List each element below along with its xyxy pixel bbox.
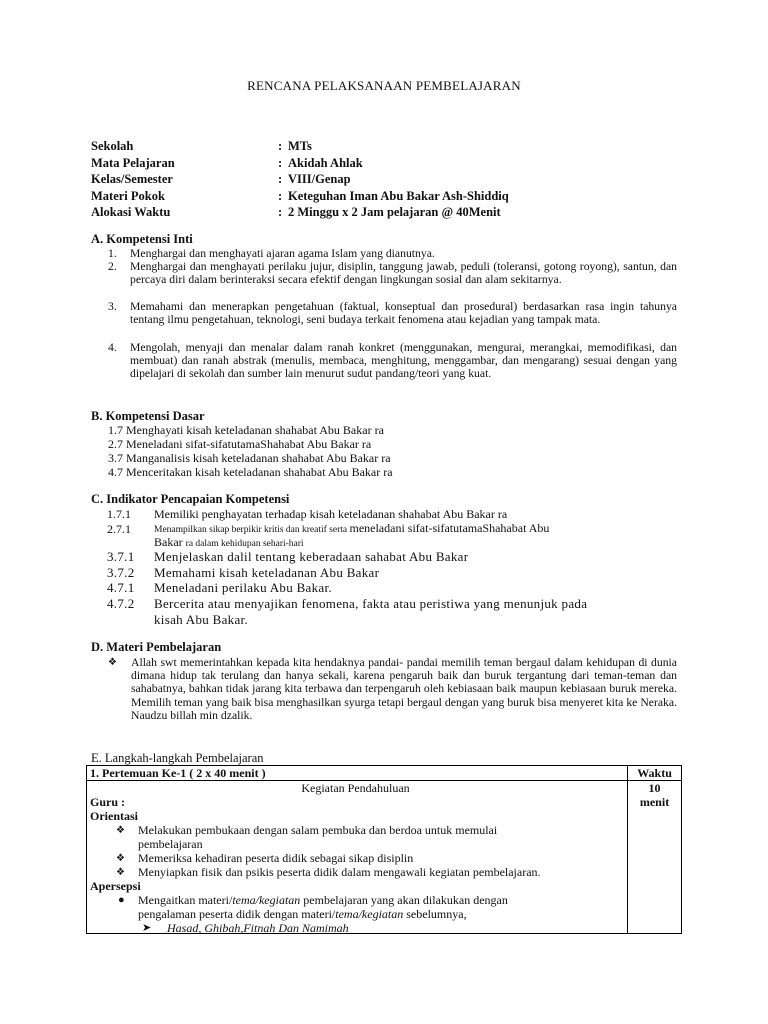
round-bullet-icon: ● xyxy=(118,894,125,906)
list-number: 3. xyxy=(108,300,117,313)
ki-item-4: Mengolah, menyaji dan menalar dalam ranah konkret (menggunakan, mengurai, merangkai, memodifikasi, dan membuat) dan ranah abstrak (menulis, membaca, menghitung, menggambar, dan mengarang) sesuai dengan yang dipelajari di sekolah dan sumber lain menurut sudut pandang/teori yang kuat. xyxy=(130,341,677,381)
indicator-text: Bercerita atau menyajikan fenomena, fakta atau peristiwa yang menunjuk pada xyxy=(154,596,588,611)
info-value: VIII/Genap xyxy=(288,172,351,186)
apersepsi-text: sebelumnya, xyxy=(403,907,467,921)
apersepsi-label: Apersepsi xyxy=(90,879,141,893)
sub-topic-item: Hasad, Ghibah,Fitnah Dan Namimah xyxy=(167,921,349,935)
info-key: Alokasi Waktu xyxy=(91,205,171,219)
info-separator: : xyxy=(278,139,283,153)
info-key: Kelas/Semester xyxy=(91,172,173,186)
apersepsi-text: Mengaitkan materi/ xyxy=(138,893,233,907)
activities-cell xyxy=(87,781,628,934)
waktu-header-cell: Waktu xyxy=(628,766,682,781)
ki-item-3: Memahami dan menerapkan pengetahuan (faktual, konseptual dan prosedural) berdasarkan rasa ingin tahunya tentang ilmu pengetahuan, teknologi, seni budaya terkait fenomena atau kejadian yang tampak mata. xyxy=(130,300,677,327)
info-value: Akidah Ahlak xyxy=(288,155,363,170)
info-key: Sekolah xyxy=(91,139,134,153)
diamond-bullet-icon: ❖ xyxy=(116,853,125,864)
meeting-header-cell: 1. Pertemuan Ke-1 ( 2 x 40 menit ) xyxy=(87,766,628,781)
section-c-heading: C. Indikator Pencapaian Kompetensi xyxy=(91,492,290,506)
section-b-heading: B. Kompetensi Dasar xyxy=(91,409,205,423)
indicator-number: 4.7.2 xyxy=(107,596,135,611)
orientasi-item: Menyiapkan fisik dan psikis peserta didik dalam mengawali kegiatan pembelajaran. xyxy=(138,865,541,879)
info-row-kelas xyxy=(91,171,509,188)
identity-table xyxy=(91,138,509,221)
document-title: RENCANA PELAKSANAAN PEMBELAJARAN xyxy=(247,78,521,93)
indicator-text: Memahami kisah keteladanan Abu Bakar xyxy=(154,565,380,580)
indicator-number: 3.7.1 xyxy=(107,549,135,564)
indicator-number: 4.7.1 xyxy=(107,580,135,595)
ki-item-1: Menghargai dan menghayati ajaran agama Islam yang dianutnya. xyxy=(130,247,435,260)
indicator-number: 3.7.2 xyxy=(107,565,135,580)
info-value: MTs xyxy=(288,139,312,153)
kd-item-4: 4.7 Menceritakan kisah keteladanan shahabat Abu Bakar ra xyxy=(108,465,393,479)
section-e-heading: E. Langkah-langkah Pembelajaran xyxy=(91,751,264,765)
info-key: Mata Pelajaran xyxy=(91,155,175,170)
indicator-number: 1.7.1 xyxy=(107,507,131,521)
arrow-bullet-icon: ➤ xyxy=(142,922,152,934)
info-key: Materi Pokok xyxy=(91,188,165,203)
diamond-bullet-icon: ❖ xyxy=(116,867,125,878)
waktu-value: 10 xyxy=(648,781,661,795)
section-a-heading: A. Kompetensi Inti xyxy=(91,232,193,246)
table-header-row xyxy=(87,766,682,781)
kegiatan-title: Kegiatan Pendahuluan xyxy=(301,781,410,795)
info-row-alokasi xyxy=(91,204,509,221)
list-number: 2. xyxy=(108,260,117,273)
indicator-text xyxy=(154,521,549,536)
indicator-text-part: meneladani sifat-sifatutamaShahabat Abu xyxy=(349,521,550,535)
guru-label: Guru : xyxy=(90,795,126,809)
learning-steps-table xyxy=(86,765,682,934)
indicator-text-continued: kisah Abu Bakar. xyxy=(154,612,248,627)
info-separator: : xyxy=(278,188,283,203)
info-separator: : xyxy=(278,172,283,186)
apersepsi-item-continued xyxy=(138,907,467,921)
orientasi-item-continued: pembelajaran xyxy=(138,837,203,851)
waktu-unit: menit xyxy=(639,795,670,809)
indicator-text xyxy=(154,535,304,550)
waktu-cell xyxy=(628,781,682,934)
kd-item-2: 2.7 Meneladani sifat-sifatutamaShahabat Abu Bakar ra xyxy=(108,437,372,451)
info-value: 2 Minggu x 2 Jam pelajaran @ 40Menit xyxy=(288,205,501,219)
diamond-bullet-icon: ❖ xyxy=(116,825,125,836)
indicator-text: Meneladani perilaku Abu Bakar. xyxy=(154,580,332,595)
diamond-bullet-icon: ❖ xyxy=(108,657,117,668)
indicator-text-part: Bakar xyxy=(154,535,186,549)
indicator-number: 2.7.1 xyxy=(107,522,131,536)
indicator-text: Menjelaskan dalil tentang keberadaan sahabat Abu Bakar xyxy=(154,549,469,564)
info-value: Keteguhan Iman Abu Bakar Ash-Shiddiq xyxy=(288,188,509,203)
indicator-text-part: Menampilkan sikap berpikir kritis dan kreatif serta xyxy=(154,525,350,535)
indicator-text-part: ra dalam kehidupan sehari-hari xyxy=(185,539,304,549)
kd-item-1: 1.7 Menghayati kisah keteladanan shahabat Abu Bakar ra xyxy=(108,423,384,437)
orientasi-item: Melakukan pembukaan dengan salam pembuka dan berdoa untuk memulai xyxy=(138,823,498,837)
list-number: 1. xyxy=(108,247,117,260)
section-d-heading: D. Materi Pembelajaran xyxy=(91,640,222,654)
info-separator: : xyxy=(278,205,283,219)
table-body-row xyxy=(87,781,682,934)
apersepsi-item xyxy=(138,893,508,907)
info-separator: : xyxy=(278,155,283,170)
apersepsi-text: pembelajaran yang akan dilakukan dengan xyxy=(300,893,508,907)
apersepsi-text: pengalaman peserta didik dengan materi/ xyxy=(138,907,336,921)
orientasi-item: Memeriksa kehadiran peserta didik sebagai sikap disiplin xyxy=(138,851,414,865)
info-row-mapel xyxy=(91,155,509,172)
info-row-materi xyxy=(91,188,509,205)
materi-paragraph: Allah swt memerintahkan kepada kita hendaknya pandai- pandai memilih teman bergaul dalam kehidupan di dunia dimana hidup tak terulang dan hanya sekali, karena pengaruh baik dan buruk tergantung dari teman-teman dan sahabatnya, bahkan tidak jarang kita terbawa dan terpengaruh oleh kebiasaan baik maupun kebiasaan buruk mereka. Memilih teman yang baik bisa menghasilkan syurga tetapi bergaul dengan yang buruk bisa menyeret kita ke Neraka. Naudzu billah min dzalik. xyxy=(131,656,677,722)
list-number: 4. xyxy=(108,341,117,354)
info-row-sekolah xyxy=(91,138,509,155)
kd-item-3: 3.7 Manganalisis kisah keteladanan shahabat Abu Bakar ra xyxy=(108,451,391,465)
apersepsi-text-italic: tema/kegiatan xyxy=(232,893,301,907)
ki-item-2: Menghargai dan menghayati perilaku jujur, disiplin, tanggung jawab, peduli (toleransi, gotong royong), santun, dan percaya diri dalam berinteraksi secara efektif dengan lingkungan sosial dan alam sekitarnya. xyxy=(130,260,677,287)
apersepsi-text-italic: tema/kegiatan xyxy=(335,907,404,921)
indicator-text: Memiliki penghayatan terhadap kisah keteladanan shahabat Abu Bakar ra xyxy=(154,507,508,521)
orientasi-label: Orientasi xyxy=(90,809,138,823)
